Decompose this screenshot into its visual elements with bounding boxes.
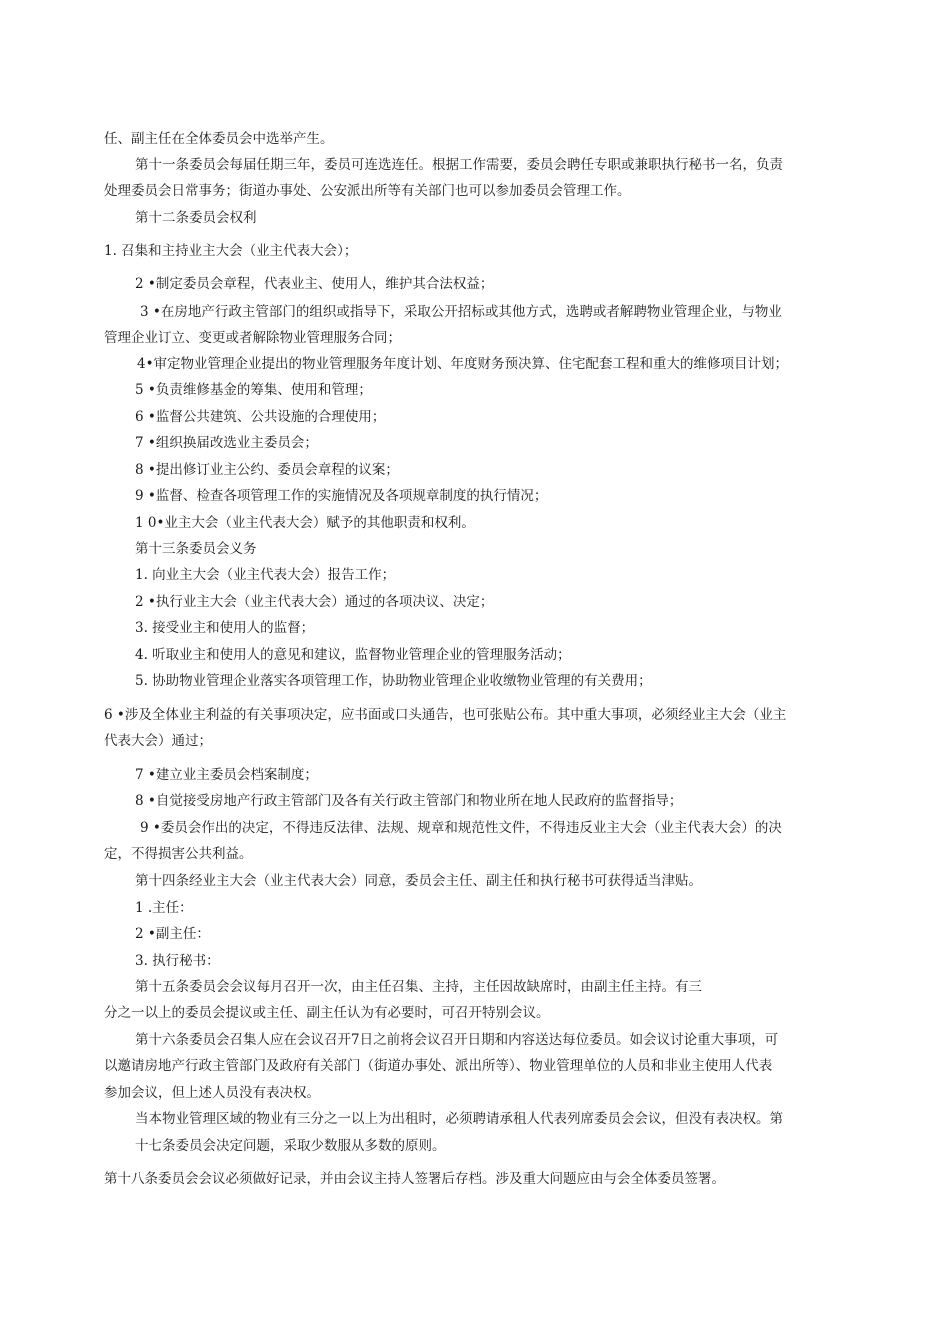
list-item: 5 •负责维修基金的筹集、使用和管理； (135, 382, 372, 398)
text-line: 处理委员会日常事务；街道办事处、公安派出所等有关部门也可以参加委员会管理工作。 (104, 183, 631, 199)
list-item: 5. 协助物业管理企业落实各项管理工作，协助物业管理企业收缴物业管理的有关费用； (135, 673, 652, 689)
list-item: 1. 召集和主持业主大会（业主代表大会）； (104, 243, 358, 259)
list-item: 2 •副主任： (135, 926, 210, 942)
list-item: 6 •监督公共建筑、公共设施的合理使用； (135, 409, 386, 425)
section-heading: 第十二条委员会权利 (135, 210, 257, 226)
text-line: 第十六条委员会召集人应在会议召开7日之前将会议召开日期和内容送达每位委员。如会议讨论重大事项，可 (135, 1032, 779, 1048)
text-line: 定，不得损害公共利益。 (104, 846, 253, 862)
text-line: 分之一以上的委员会提议或主任、副主任认为有必要时，可召开特别会议。 (104, 1005, 550, 1021)
list-item: 3 •在房地产行政主管部门的组织或指导下，采取公开招标或其他方式，选聘或者解聘物业管理企业，与物业 (140, 304, 782, 320)
text-line: 代表大会）通过； (104, 733, 212, 749)
list-item: 1 .主任： (135, 900, 193, 916)
text-line: 管理企业订立、变更或者解除物业管理服务合同； (104, 330, 401, 346)
list-item: 7 •建立业主委员会档案制度； (135, 767, 318, 783)
list-item: 8 •提出修订业主公约、委员会章程的议案； (135, 462, 399, 478)
list-item: 9 •监督、检查各项管理工作的实施情况及各项规章制度的执行情况； (135, 488, 548, 504)
text-line: 第十一条委员会每届任期三年，委员可连选连任。根据工作需要，委员会聘任专职或兼职执行秘书一名，负责 (135, 157, 783, 173)
list-item: 4•审定物业管理企业提出的物业管理服务年度计划、年度财务预决算、住宅配套工程和重大的维修项目计划； (137, 356, 789, 372)
text-line: 当本物业管理区域的物业有三分之一以上为出租时，必须聘请承租人代表列席委员会会议，但没有表决权。第 (135, 1111, 783, 1127)
list-item: 8 •自觉接受房地产行政主管部门及各有关行政主管部门和物业所在地人民政府的监督指导； (135, 793, 683, 809)
list-item: 1 0•业主大会（业主代表大会）赋予的其他职责和权利。 (135, 515, 475, 531)
list-item: 1. 向业主大会（业主代表大会）报告工作； (135, 567, 396, 583)
text-line: 以邀请房地产行政主管部门及政府有关部门（街道办事处、派出所等）、物业管理单位的人员和非业主使用人代表 (104, 1058, 773, 1074)
list-item: 2 •制定委员会章程，代表业主、使用人，维护其合法权益； (135, 276, 494, 292)
text-line: 任、副主任在全体委员会中选举产生。 (104, 131, 334, 147)
text-line: 参加会议，但上述人员没有表决权。 (104, 1085, 320, 1101)
list-item: 2 •执行业主大会（业主代表大会）通过的各项决议、决定； (135, 594, 494, 610)
text-line: 十七条委员会决定问题，采取少数服从多数的原则。 (135, 1138, 446, 1154)
text-line: 第十四条经业主大会（业主代表大会）同意，委员会主任、副主任和执行秘书可获得适当津贴。 (135, 873, 702, 889)
list-item: 4. 听取业主和使用人的意见和建议，监督物业管理企业的管理服务活动； (135, 647, 571, 663)
list-item: 3. 接受业主和使用人的监督； (135, 620, 315, 636)
section-heading: 第十三条委员会义务 (135, 541, 257, 557)
text-line: 第十八条委员会会议必须做好记录，并由会议主持人签署后存档。涉及重大问题应由与会全体委员签署。 (104, 1171, 725, 1187)
list-item: 7 •组织换届改选业主委员会； (135, 435, 318, 451)
text-line: 第十五条委员会会议每月召开一次，由主任召集、主持，主任因故缺席时，由副主任主持。有三 (135, 979, 702, 995)
list-item: 9 •委员会作出的决定，不得违反法律、法规、规章和规范性文件，不得违反业主大会（业主代表大会）的决 (140, 820, 782, 836)
list-item: 3. 执行秘书： (135, 953, 220, 969)
list-item: 6 •涉及全体业主利益的有关事项决定，应书面或口头通告，也可张贴公布。其中重大事项，必须经业主大会（业主 (104, 707, 787, 723)
